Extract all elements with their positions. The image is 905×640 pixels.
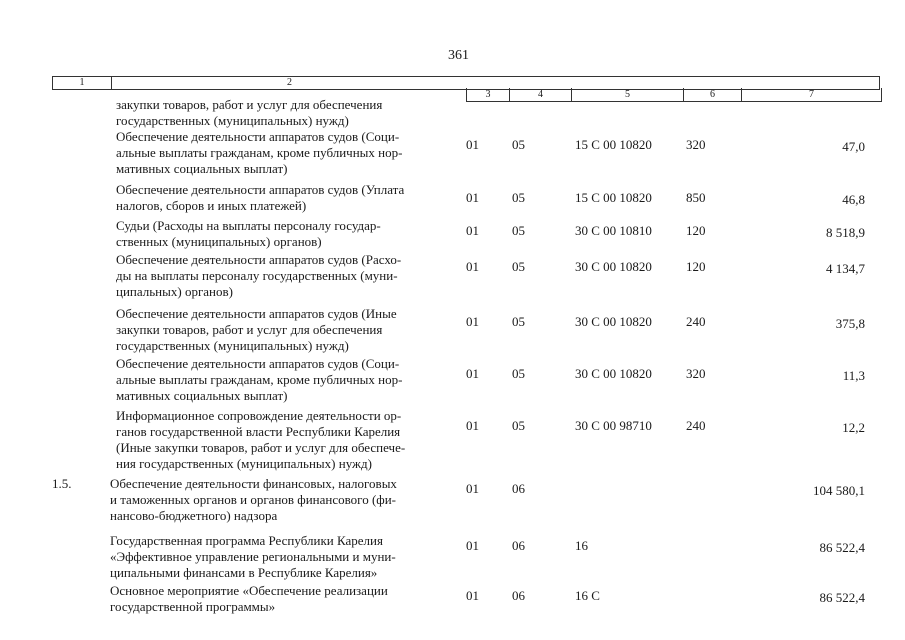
- row-sum: 12,2: [842, 420, 865, 435]
- row-target-article: 16 С: [575, 588, 600, 603]
- header-col-4: 4: [509, 88, 571, 101]
- row-name: [116, 356, 456, 404]
- row-sum: 104 580,1: [813, 483, 865, 498]
- row-section: 01: [466, 190, 479, 205]
- row-name-line: Государственная программа Республики Карелия: [110, 533, 383, 548]
- row-section: 01: [466, 314, 479, 329]
- header-col-7: 7: [741, 88, 881, 101]
- row-section: 01: [466, 481, 479, 496]
- row-name-line: ния государственных (муниципальных) нужд): [116, 456, 372, 471]
- row-name-line: Обеспечение деятельности аппаратов судов (Соци-: [116, 129, 400, 144]
- row-expense-type: 120: [686, 259, 706, 274]
- row-sum: 47,0: [842, 139, 865, 154]
- row-name: [110, 476, 456, 524]
- row-section: 01: [466, 137, 479, 152]
- row-name: [116, 306, 456, 354]
- row-name: [110, 533, 456, 581]
- row-subsection: 05: [512, 190, 525, 205]
- row-name-line: ганов государственной власти Республики Карелия: [116, 424, 401, 439]
- row-name-line: государственной программы»: [110, 599, 276, 614]
- row-name-line: Обеспечение деятельности аппаратов судов (Расхо-: [116, 252, 402, 267]
- row-name-line: ципальных) органов): [116, 284, 233, 299]
- row-sum: 375,8: [835, 316, 865, 331]
- table-header-row-numeric: [466, 88, 882, 102]
- row-expense-type: 320: [686, 366, 706, 381]
- row-name-line: налогов, сборов и иных платежей): [116, 198, 307, 213]
- row-section: 01: [466, 588, 479, 603]
- row-sum: 86 522,4: [819, 590, 865, 605]
- row-name: [116, 408, 456, 472]
- page-number: 361: [448, 48, 469, 63]
- row-subsection: 06: [512, 588, 525, 603]
- row-sum: 11,3: [842, 368, 865, 383]
- row-name-line: альные выплаты гражданам, кроме публичных нор-: [116, 372, 403, 387]
- row-name-line: «Эффективное управление региональными и муни-: [110, 549, 396, 564]
- row-target-article: 30 С 00 98710: [575, 418, 652, 433]
- row-expense-type: 320: [686, 137, 706, 152]
- row-section: 01: [466, 259, 479, 274]
- row-target-article: 30 С 00 10820: [575, 366, 652, 381]
- row-section: 01: [466, 418, 479, 433]
- row-name-line: Судьи (Расходы на выплаты персоналу государ-: [116, 218, 381, 233]
- row-subsection: 05: [512, 314, 525, 329]
- row-name-line: Обеспечение деятельности аппаратов судов (Уплата: [116, 182, 405, 197]
- row-number: 1.5.: [52, 476, 72, 491]
- row-name: [116, 97, 456, 129]
- row-target-article: 30 С 00 10810: [575, 223, 652, 238]
- row-sum: 46,8: [842, 192, 865, 207]
- row-name: [116, 182, 456, 214]
- row-name-line: и таможенных органов и органов финансового (фи-: [110, 492, 396, 507]
- row-section: 01: [466, 538, 479, 553]
- row-name-line: закупки товаров, работ и услуг для обеспечения: [116, 322, 383, 337]
- header-col-3: 3: [485, 89, 491, 100]
- row-name-line: альные выплаты гражданам, кроме публичных нор-: [116, 145, 403, 160]
- row-sum: 4 134,7: [826, 261, 865, 276]
- row-name-line: мативных социальных выплат): [116, 388, 288, 403]
- row-subsection: 06: [512, 538, 525, 553]
- row-name: [116, 252, 456, 300]
- row-subsection: 05: [512, 137, 525, 152]
- row-section: 01: [466, 366, 479, 381]
- row-name-line: государственных (муниципальных) нужд): [116, 338, 349, 353]
- row-sum: 86 522,4: [819, 540, 865, 555]
- row-name: [116, 129, 456, 177]
- row-expense-type: 240: [686, 418, 706, 433]
- row-name-line: ды на выплаты персоналу государственных (муни-: [116, 268, 398, 283]
- row-name-line: Обеспечение деятельности финансовых, налоговых: [110, 476, 397, 491]
- row-target-article: 30 С 00 10820: [575, 259, 652, 274]
- row-expense-type: 120: [686, 223, 706, 238]
- row-name-line: закупки товаров, работ и услуг для обеспечения: [116, 97, 383, 112]
- row-expense-type: 850: [686, 190, 706, 205]
- row-name-line: Обеспечение деятельности аппаратов судов (Соци-: [116, 356, 400, 371]
- row-target-article: 30 С 00 10820: [575, 314, 652, 329]
- row-expense-type: 240: [686, 314, 706, 329]
- header-col-1: 1: [79, 77, 85, 88]
- row-name: [110, 583, 456, 615]
- header-col-5: 5: [571, 88, 683, 101]
- row-target-article: 15 С 00 10820: [575, 137, 652, 152]
- row-name-line: нансово-бюджетного) надзора: [110, 508, 278, 523]
- row-name-line: Обеспечение деятельности аппаратов судов (Иные: [116, 306, 397, 321]
- row-sum: 8 518,9: [826, 225, 865, 240]
- row-section: 01: [466, 223, 479, 238]
- row-name-line: мативных социальных выплат): [116, 161, 288, 176]
- row-target-article: 16: [575, 538, 588, 553]
- row-name-line: ственных (муниципальных) органов): [116, 234, 322, 249]
- row-name: [116, 218, 456, 250]
- row-subsection: 05: [512, 223, 525, 238]
- row-subsection: 05: [512, 418, 525, 433]
- row-subsection: 06: [512, 481, 525, 496]
- row-name-line: государственных (муниципальных) нужд): [116, 113, 349, 128]
- row-subsection: 05: [512, 366, 525, 381]
- row-subsection: 05: [512, 259, 525, 274]
- row-name-line: (Иные закупки товаров, работ и услуг для обеспече-: [116, 440, 406, 455]
- header-col-2: 2: [111, 77, 467, 89]
- row-name-line: ципальными финансами в Республике Карелия»: [110, 565, 378, 580]
- row-name-line: Основное мероприятие «Обеспечение реализации: [110, 583, 388, 598]
- row-target-article: 15 С 00 10820: [575, 190, 652, 205]
- header-col-6: 6: [683, 88, 741, 101]
- row-name-line: Информационное сопровождение деятельности ор-: [116, 408, 402, 423]
